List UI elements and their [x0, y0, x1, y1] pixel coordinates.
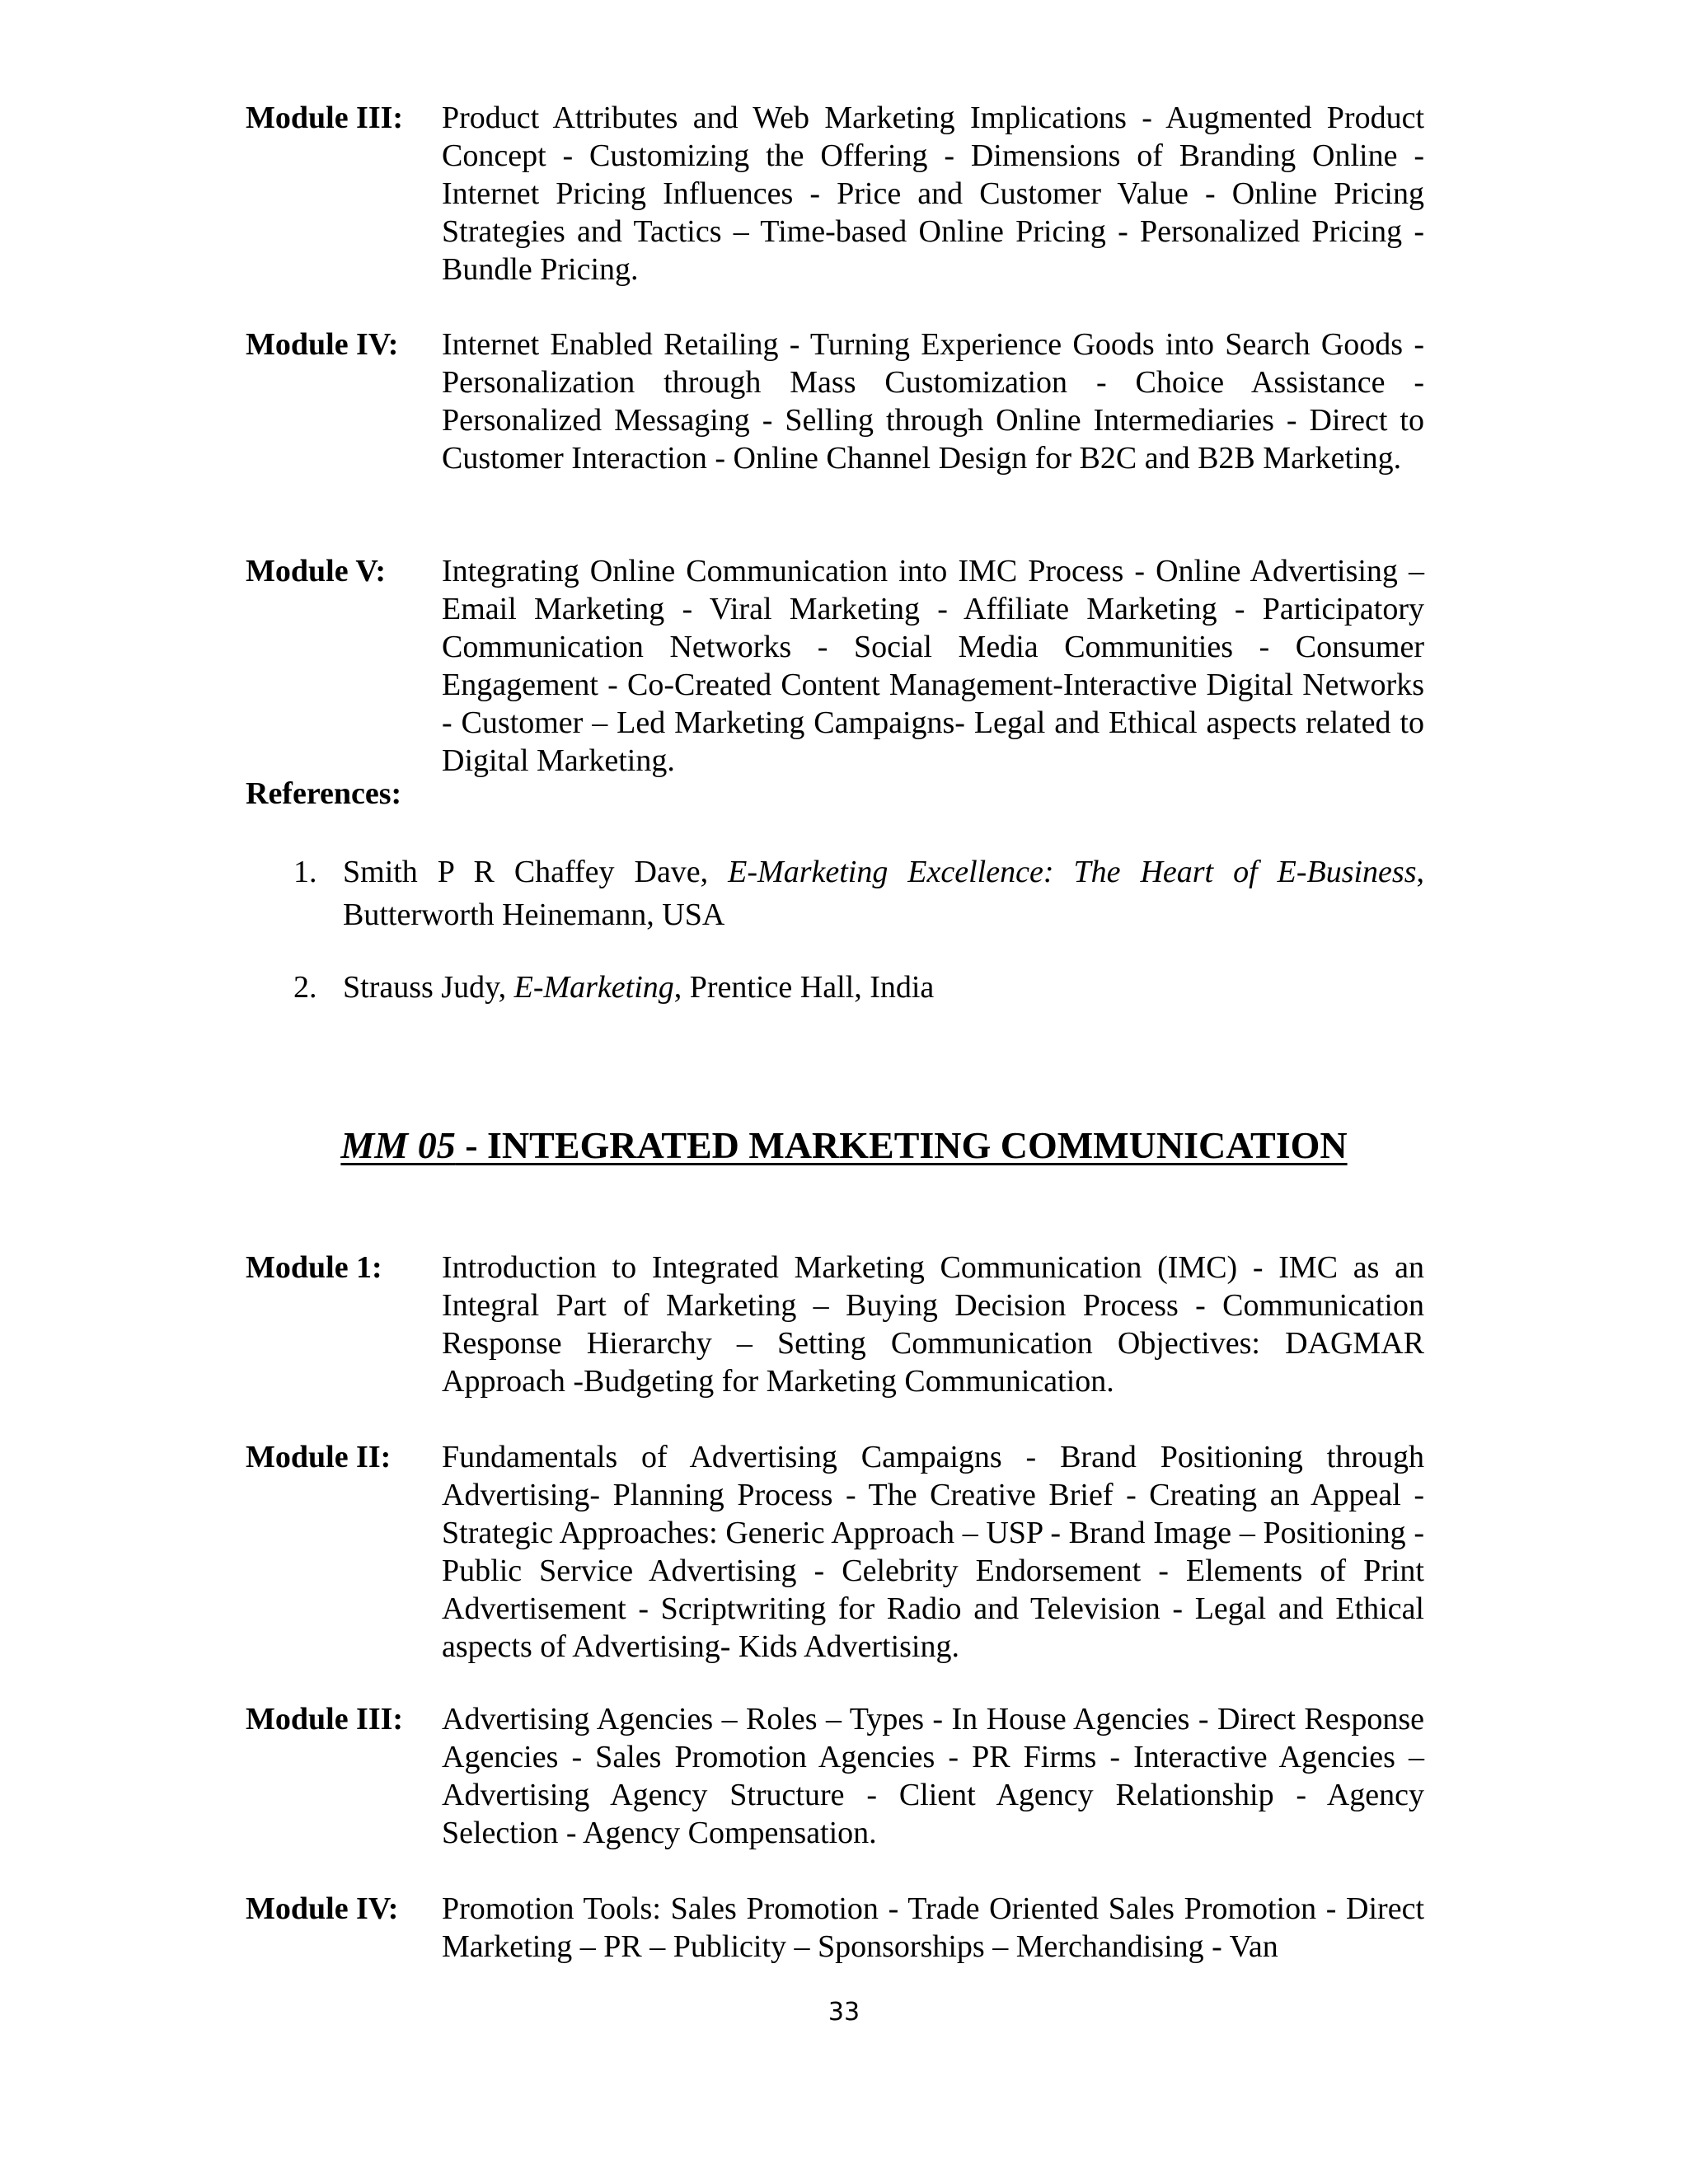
- module-block: [246, 99, 1424, 288]
- module-label: Module IV:: [246, 327, 399, 362]
- module-label: Module II:: [246, 1440, 392, 1474]
- reference-item: [293, 851, 1424, 936]
- module-label: Module V:: [246, 554, 386, 588]
- reference-number: 2.: [293, 970, 317, 1005]
- module-block: [246, 326, 1424, 477]
- module-description: Advertising Agencies – Roles – Types - In House Agencies - Direct Response Agencies - Sales Promotion Agencies - PR Firms - Interactive Agencies –Advertising Agency Structure - Client Agency Relationship - Agency Selection - Agency Compensation.: [442, 1702, 1424, 1850]
- module-label: Module III:: [246, 1702, 404, 1736]
- module-label: Module IV:: [246, 1891, 399, 1926]
- module-description: Product Attributes and Web Marketing Implications - Augmented Product Concept - Customizing the Offering - Dimensions of Branding Online - Internet Pricing Influences - Price and Customer Value - Online Pricing Strategies and Tactics – Time-based Online Pricing - Personalized Pricing - Bundle Pricing.: [442, 101, 1424, 287]
- module-block: [246, 1890, 1424, 1966]
- module-label: Module 1:: [246, 1250, 382, 1285]
- reference-text: [343, 966, 1424, 1009]
- reference-publisher: , Prentice Hall, India: [673, 970, 935, 1005]
- title-separator: -: [455, 1124, 488, 1166]
- reference-book-title: E-Marketing: [513, 970, 674, 1005]
- module-description: Introduction to Integrated Marketing Communication (IMC) - IMC as an Integral Part of Marketing – Buying Decision Process - Communication Response Hierarchy – Setting Communication Objectives: DAGMAR Approach -Budgeting for Marketing Communication.: [442, 1250, 1424, 1399]
- page-number: 33: [828, 1998, 860, 2027]
- module-description: Internet Enabled Retailing - Turning Experience Goods into Search Goods -Personalization through Mass Customization - Choice Assistance - Personalized Messaging - Selling through Online Intermediaries - Direct to Customer Interaction - Online Channel Design for B2C and B2B Marketing.: [442, 327, 1424, 476]
- reference-authors: Strauss Judy,: [343, 970, 514, 1005]
- module-description: Fundamentals of Advertising Campaigns - Brand Positioning through Advertising- Planning Process - The Creative Brief - Creating an Appeal - Strategic Approaches: Generic Approach – USP - Brand Image – Positioning - Public Service Advertising - Celebrity Endorsement - Elements of Print Advertisement - Scriptwriting for Radio and Television - Legal and Ethical aspects of Advertising- Kids Advertising.: [442, 1440, 1424, 1664]
- course-title: INTEGRATED MARKETING COMMUNICATION: [487, 1124, 1348, 1166]
- module-block: [246, 1700, 1424, 1852]
- module-block: [246, 1438, 1424, 1666]
- reference-book-title: E-Marketing Excellence: The Heart of E-Business: [728, 855, 1417, 889]
- course-code: MM 05: [340, 1124, 456, 1166]
- section-title: [0, 1121, 1688, 1170]
- module-description: Promotion Tools: Sales Promotion - Trade Oriented Sales Promotion - Direct Marketing – PR – Publicity – Sponsorships – Merchandising - Van: [442, 1891, 1424, 1964]
- reference-authors: Smith P R Chaffey Dave,: [343, 855, 729, 889]
- reference-number: 1.: [293, 855, 317, 889]
- module-description: Integrating Online Communication into IMC Process - Online Advertising – Email Marketing - Viral Marketing - Affiliate Marketing - Participatory Communication Networks - Social Media Communities - Consumer Engagement - Co-Created Content Management-Interactive Digital Networks - Customer – Led Marketing Campaigns- Legal and Ethical aspects related to Digital Marketing.: [442, 554, 1424, 778]
- reference-item: [293, 966, 1424, 1009]
- reference-text: [343, 851, 1424, 936]
- references-heading: References:: [246, 776, 402, 811]
- module-label: Module III:: [246, 101, 404, 135]
- reference-publisher: , Butterworth Heinemann, USA: [343, 855, 1424, 932]
- module-block: [246, 552, 1424, 780]
- module-block: [246, 1249, 1424, 1400]
